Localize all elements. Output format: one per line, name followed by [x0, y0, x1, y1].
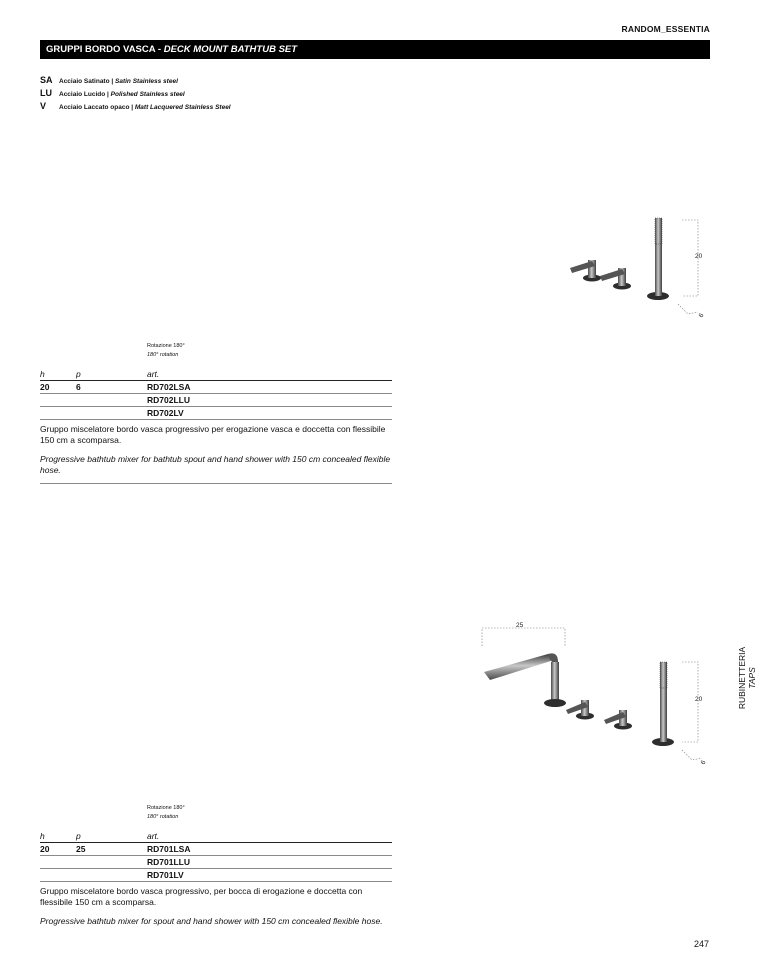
- finish-legend: [40, 75, 231, 114]
- header-art: art.: [147, 369, 160, 379]
- product-drawing-rd702: [560, 214, 710, 324]
- cell-h: 20: [40, 382, 50, 392]
- series-name: RANDOM_ESSENTIA: [621, 24, 710, 34]
- finish-name-it: Acciaio Laccato opaco: [59, 104, 130, 111]
- cell-p: [76, 407, 147, 419]
- cell-art: RD702LV: [147, 408, 184, 418]
- finish-name-en: Satin Stainless steel: [115, 78, 178, 85]
- header-p: p: [76, 831, 81, 841]
- side-label-it: RUBINETTERIA: [737, 646, 747, 710]
- finish-description: [59, 91, 185, 98]
- table-row: [40, 843, 392, 856]
- page-number: 247: [694, 939, 710, 949]
- table-row: [40, 407, 392, 420]
- side-category-label: [737, 644, 767, 712]
- description-en: Progressive bathtub mixer for bathtub spout and hand shower with 150 cm concealed flexible hose.: [40, 454, 391, 475]
- finish-name-en: Matt Lacquered Stainless Steel: [134, 104, 231, 111]
- finish-name-it: Acciaio Satinato: [59, 78, 110, 85]
- product-drawing-rd701: [478, 618, 710, 768]
- cell-p: [76, 856, 147, 868]
- rotation-it: Rotazione 180°: [147, 805, 185, 811]
- spout-body: [551, 662, 559, 702]
- rotation-it: Rotazione 180°: [147, 343, 185, 349]
- finish-code: V: [40, 101, 47, 111]
- finish-item-v: [40, 101, 231, 114]
- finish-separator: |: [105, 91, 111, 98]
- cell-art: RD702LLU: [147, 395, 190, 405]
- rotation-en: 180° rotation: [147, 352, 179, 358]
- rotation-note: [147, 804, 185, 822]
- dim-height-label: 20: [695, 696, 703, 703]
- cell-h: [40, 394, 76, 406]
- cell-h: [40, 869, 76, 881]
- spec-table-header: [40, 830, 392, 843]
- cell-h: [40, 856, 76, 868]
- rotation-en: 180° rotation: [147, 814, 179, 820]
- header-p: p: [76, 369, 81, 379]
- product-description: [40, 886, 392, 927]
- finish-name-en: Polished Stainless steel: [110, 91, 185, 98]
- cell-h: 20: [40, 844, 50, 854]
- finish-item-sa: [40, 75, 231, 88]
- rotation-note: [147, 342, 185, 360]
- spout-base: [544, 699, 566, 707]
- dim-line-width: [482, 628, 565, 646]
- finish-separator: |: [109, 78, 116, 85]
- section-title-it: GRUPPI BORDO VASCA: [46, 44, 156, 55]
- finish-item-lu: [40, 88, 231, 101]
- finish-description: [59, 104, 231, 111]
- section-title-separator: -: [155, 44, 164, 55]
- description-it: Gruppo miscelatore bordo vasca progressivo, per bocca di erogazione e doccetta con flessibile 150 cm a scomparsa.: [40, 886, 363, 907]
- header-art: art.: [147, 831, 160, 841]
- spec-table: [40, 830, 392, 882]
- cell-p: 25: [76, 844, 86, 854]
- product-description: [40, 424, 392, 476]
- cell-p: [76, 869, 147, 881]
- finish-name-it: Acciaio Lucido: [59, 91, 106, 98]
- cell-p: 6: [76, 382, 81, 392]
- cell-art: RD701LSA: [147, 844, 191, 854]
- dim-depth-label: 6: [699, 759, 708, 766]
- dim-width-label: 25: [516, 622, 524, 629]
- shower-handle: [660, 662, 667, 742]
- spec-table-header: [40, 368, 392, 381]
- dim-height-label: 20: [695, 253, 703, 260]
- dim-line-depth: [678, 304, 698, 314]
- description-it: Gruppo miscelatore bordo vasca progressivo per erogazione vasca e doccetta con flessibile 150 cm a scomparsa.: [40, 424, 386, 445]
- cell-p: [76, 394, 147, 406]
- side-label-en: TAPS: [747, 667, 757, 689]
- spout-arm: [484, 654, 554, 680]
- finish-code: SA: [40, 75, 53, 85]
- shower-handle: [655, 218, 662, 296]
- header-h: h: [40, 369, 45, 379]
- dim-depth-label: 6: [697, 312, 706, 319]
- finish-description: [59, 78, 178, 85]
- cell-art: RD701LV: [147, 870, 184, 880]
- cell-art: RD701LLU: [147, 857, 190, 867]
- description-en: Progressive bathtub mixer for spout and hand shower with 150 cm concealed flexible hose.: [40, 916, 383, 926]
- dim-line-depth: [682, 750, 702, 760]
- divider: [40, 483, 392, 484]
- table-row: [40, 869, 392, 882]
- table-row: [40, 856, 392, 869]
- header-h: h: [40, 831, 45, 841]
- finish-code: LU: [40, 88, 52, 98]
- cell-h: [40, 407, 76, 419]
- table-row: [40, 381, 392, 394]
- spec-table: [40, 368, 392, 420]
- finish-separator: |: [129, 104, 135, 111]
- cell-art: RD702LSA: [147, 382, 191, 392]
- section-title-bar: [40, 40, 710, 59]
- section-title-en: DECK MOUNT BATHTUB SET: [163, 44, 298, 55]
- table-row: [40, 394, 392, 407]
